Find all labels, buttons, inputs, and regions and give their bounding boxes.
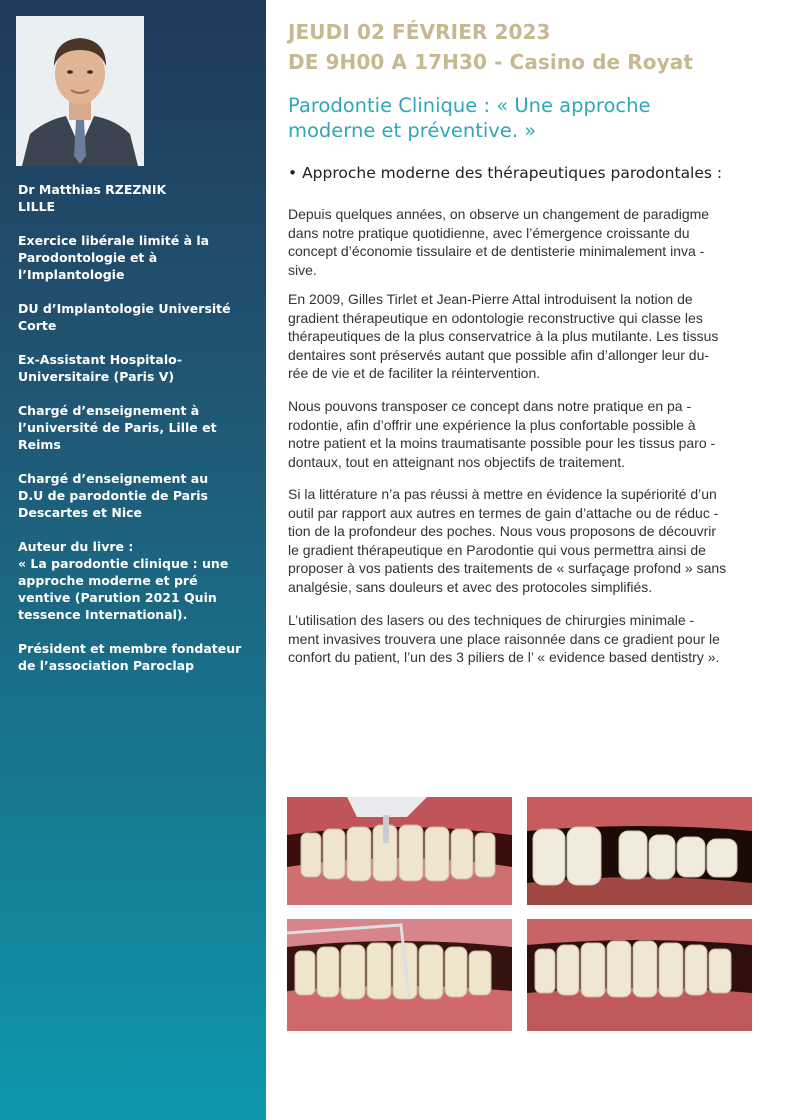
- text-line: concept d’économie tissulaire et de dentisterie minimalement inva -: [288, 243, 705, 260]
- bio-text: Reims: [18, 437, 61, 452]
- text-line: analgésie, sans douleurs et avec des protocoles simplifiés.: [288, 578, 653, 595]
- text-line: Si la littérature n’a pas réussi à mettre en évidence la supériorité d’un: [288, 486, 717, 502]
- bio-text: DU d’Implantologie Université: [18, 301, 231, 316]
- text-line: Depuis quelques années, on observe un changement de paradigme: [288, 206, 710, 222]
- text-line: proposer à vos patients des traitements de « surfaçage profond » sans: [288, 560, 727, 577]
- photo-probe-measurement: [287, 919, 512, 1031]
- bio-text: l’Implantologie: [18, 267, 125, 282]
- text-line: ment invasives trouvera une place raisonnée dans ce gradient pour le: [288, 630, 720, 647]
- bio-text: Parodontologie et à: [18, 250, 158, 265]
- bio-text: l’université de Paris, Lille et: [18, 420, 217, 435]
- bio-text: tessence International).: [18, 607, 188, 622]
- bio-text: Descartes et Nice: [18, 505, 142, 520]
- text-line: En 2009, Gilles Tirlet et Jean-Pierre Attal introduisent la notion de: [288, 291, 693, 307]
- photo-after-treatment: [527, 919, 752, 1031]
- bio-text: Exercice libérale limité à la: [18, 233, 210, 248]
- paragraph-3: [288, 397, 756, 471]
- bio-text: Dr Matthias RZEZNIK: [18, 182, 167, 197]
- bio-name: [18, 181, 258, 215]
- page-title: Parodontie Clinique : « Une approche: [288, 94, 651, 117]
- paragraph-5: [288, 611, 756, 667]
- paragraph-2: [288, 290, 756, 383]
- text-line: dentaires sont préservés autant que possible afin d’allonger leur du-: [288, 346, 710, 363]
- photo-laser-treatment: [287, 797, 512, 905]
- text-line: tion de la profondeur des poches. Nous vous proposons de découvrir: [288, 523, 717, 540]
- bio-teaching-1: [18, 402, 258, 453]
- text-line: confort du patient, l’un des 3 piliers de l’ « evidence based dentistry ».: [288, 649, 720, 666]
- bio-text: D.U de parodontie de Paris: [18, 488, 208, 503]
- bio-practice: [18, 232, 258, 283]
- text-line: gradient thérapeutique en odontologie reconstructive qui classe les: [288, 309, 703, 326]
- text-line: le gradient thérapeutique en Parodontie qui vous permettra ainsi de: [288, 541, 706, 558]
- bio-text: Chargé d’enseignement à: [18, 403, 200, 418]
- section-heading: • Approche moderne des thérapeutiques parodontales :: [288, 164, 723, 182]
- text-line: rée de vie et de faciliter la réintervention.: [288, 365, 541, 382]
- speaker-bio: [18, 181, 258, 691]
- event-time-place: DE 9H00 A 17H30 - Casino de Royat: [288, 50, 693, 74]
- bio-text: Président et membre fondateur: [18, 641, 242, 656]
- speaker-sidebar: [0, 0, 266, 1120]
- photo-upper-teeth: [527, 797, 752, 905]
- text-line: notre patient et la moins traumatisante possible pour les tissus paro -: [288, 435, 716, 452]
- speaker-portrait: [16, 16, 144, 166]
- text-line: sive.: [288, 261, 317, 278]
- paragraph-4: [288, 485, 756, 597]
- text-line: Nous pouvons transposer ce concept dans notre pratique en pa -: [288, 398, 692, 414]
- bio-text: Universitaire (Paris V): [18, 369, 175, 384]
- bio-book: [18, 538, 258, 623]
- bio-text: de l’association Paroclap: [18, 658, 195, 673]
- text-line: thérapeutiques de la plus conservatrice à la plus mutilante. Les tissus: [288, 328, 719, 345]
- bio-text: approche moderne et pré: [18, 573, 198, 588]
- bio-text: Auteur du livre :: [18, 539, 134, 554]
- text-line: dontaux, tout en atteignant nos objectifs de traitement.: [288, 453, 625, 470]
- bio-text: Ex-Assistant Hospitalo-: [18, 352, 182, 367]
- bio-text: ventive (Parution 2021 Quin: [18, 590, 217, 605]
- bio-text: Chargé d’enseignement au: [18, 471, 209, 486]
- text-line: rodontie, afin d’offrir une expérience la plus confortable possible à: [288, 416, 696, 433]
- page-title-continued: moderne et préventive. »: [288, 119, 537, 142]
- text-line: dans notre pratique quotidienne, avec l’émergence croissante du: [288, 224, 690, 241]
- paragraph-1: [288, 205, 756, 279]
- event-date: JEUDI 02 FÉVRIER 2023: [288, 20, 551, 44]
- bio-text: LILLE: [18, 199, 56, 214]
- bio-diploma: [18, 300, 258, 334]
- bio-assistant: [18, 351, 258, 385]
- bio-association: [18, 640, 258, 674]
- bio-text: Corte: [18, 318, 57, 333]
- text-line: L’utilisation des lasers ou des techniques de chirurgies minimale -: [288, 612, 695, 628]
- text-line: outil par rapport aux autres en termes de gain d’attache ou de réduc -: [288, 504, 719, 521]
- bio-teaching-2: [18, 470, 258, 521]
- bio-text: « La parodontie clinique : une: [18, 556, 229, 571]
